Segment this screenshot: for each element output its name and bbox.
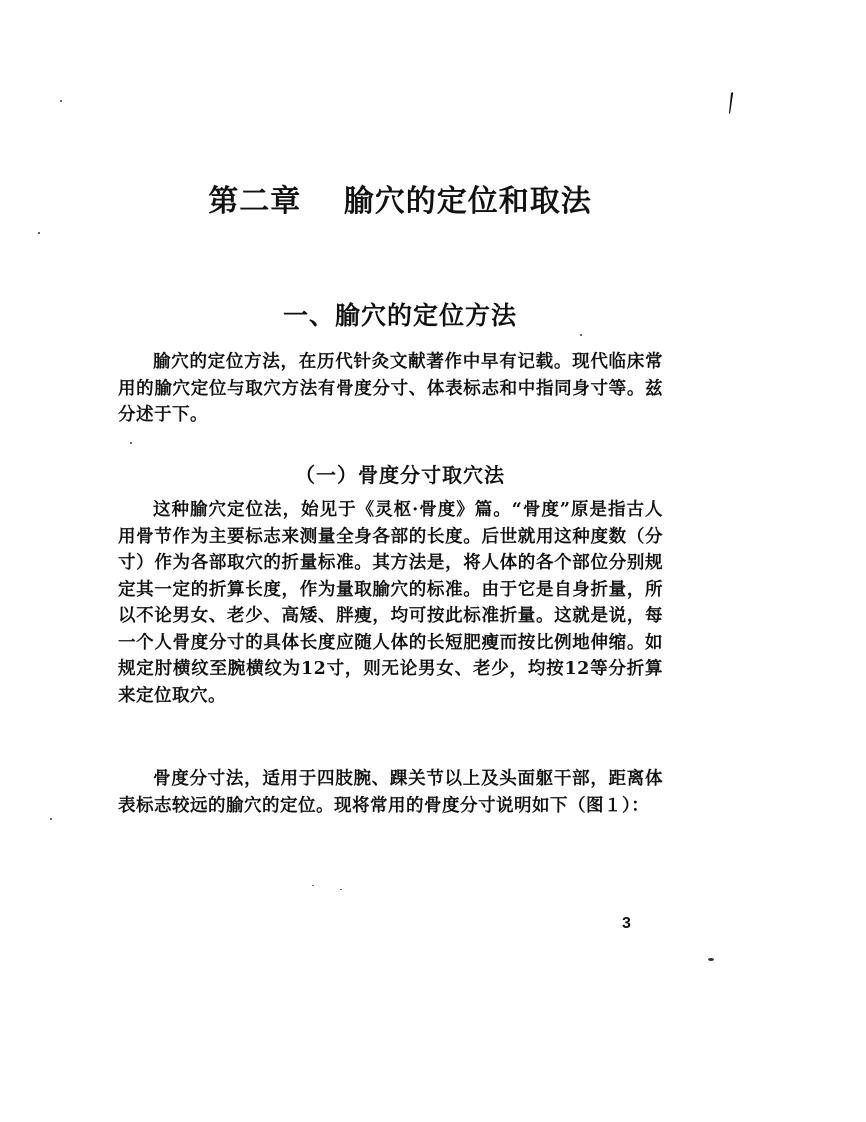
scan-speck — [708, 958, 714, 961]
page-number: 3 — [622, 915, 631, 932]
scan-speck — [38, 232, 40, 234]
chapter-title: 第二章 腧穴的定位和取法 — [208, 184, 592, 219]
bone-measure-usage-paragraph: 骨度分寸法，适用于四肢腕、踝关节以上及头面躯干部，距离体表标志较远的腧穴的定位。现将常用的骨度分寸说明如下（图１）： — [118, 769, 663, 816]
scan-mark-icon — [728, 92, 734, 114]
subsection-title: （一）骨度分寸取穴法 — [295, 463, 505, 487]
scan-speck — [50, 818, 52, 820]
section-title: 一、腧穴的定位方法 — [282, 301, 517, 330]
scan-speck — [130, 442, 132, 444]
bone-measure-paragraph: 这种腧穴定位法，始见于《灵枢·骨度》篇。“骨度”原是指古人用骨节作为主要标志来测量全身各部的长度。后世就用这种度数（分寸）作为各部取穴的折量标准。其方法是，将人体的各个部位分别规定其一定的折算长度，作为量取腧穴的标准。由于它是自身折量，所以不论男女、老少、高矮、胖瘦，均可按此标准折量。这就是说，每一个人骨度分寸的具体长度应随人体的长短肥瘦而按比例地伸缩。如规定肘横纹至腕横纹为12寸，则无论男女、老少，均按12等分折算来定位取穴。 — [118, 500, 663, 706]
scan-speck — [580, 334, 582, 336]
scan-speck — [340, 889, 342, 890]
scan-speck — [312, 885, 314, 886]
intro-paragraph: 腧穴的定位方法，在历代针灸文献著作中早有记载。现代临床常用的腧穴定位与取穴方法有骨度分寸、体表标志和中指同身寸等。兹分述于下。 — [118, 352, 663, 425]
scan-speck — [60, 100, 62, 102]
